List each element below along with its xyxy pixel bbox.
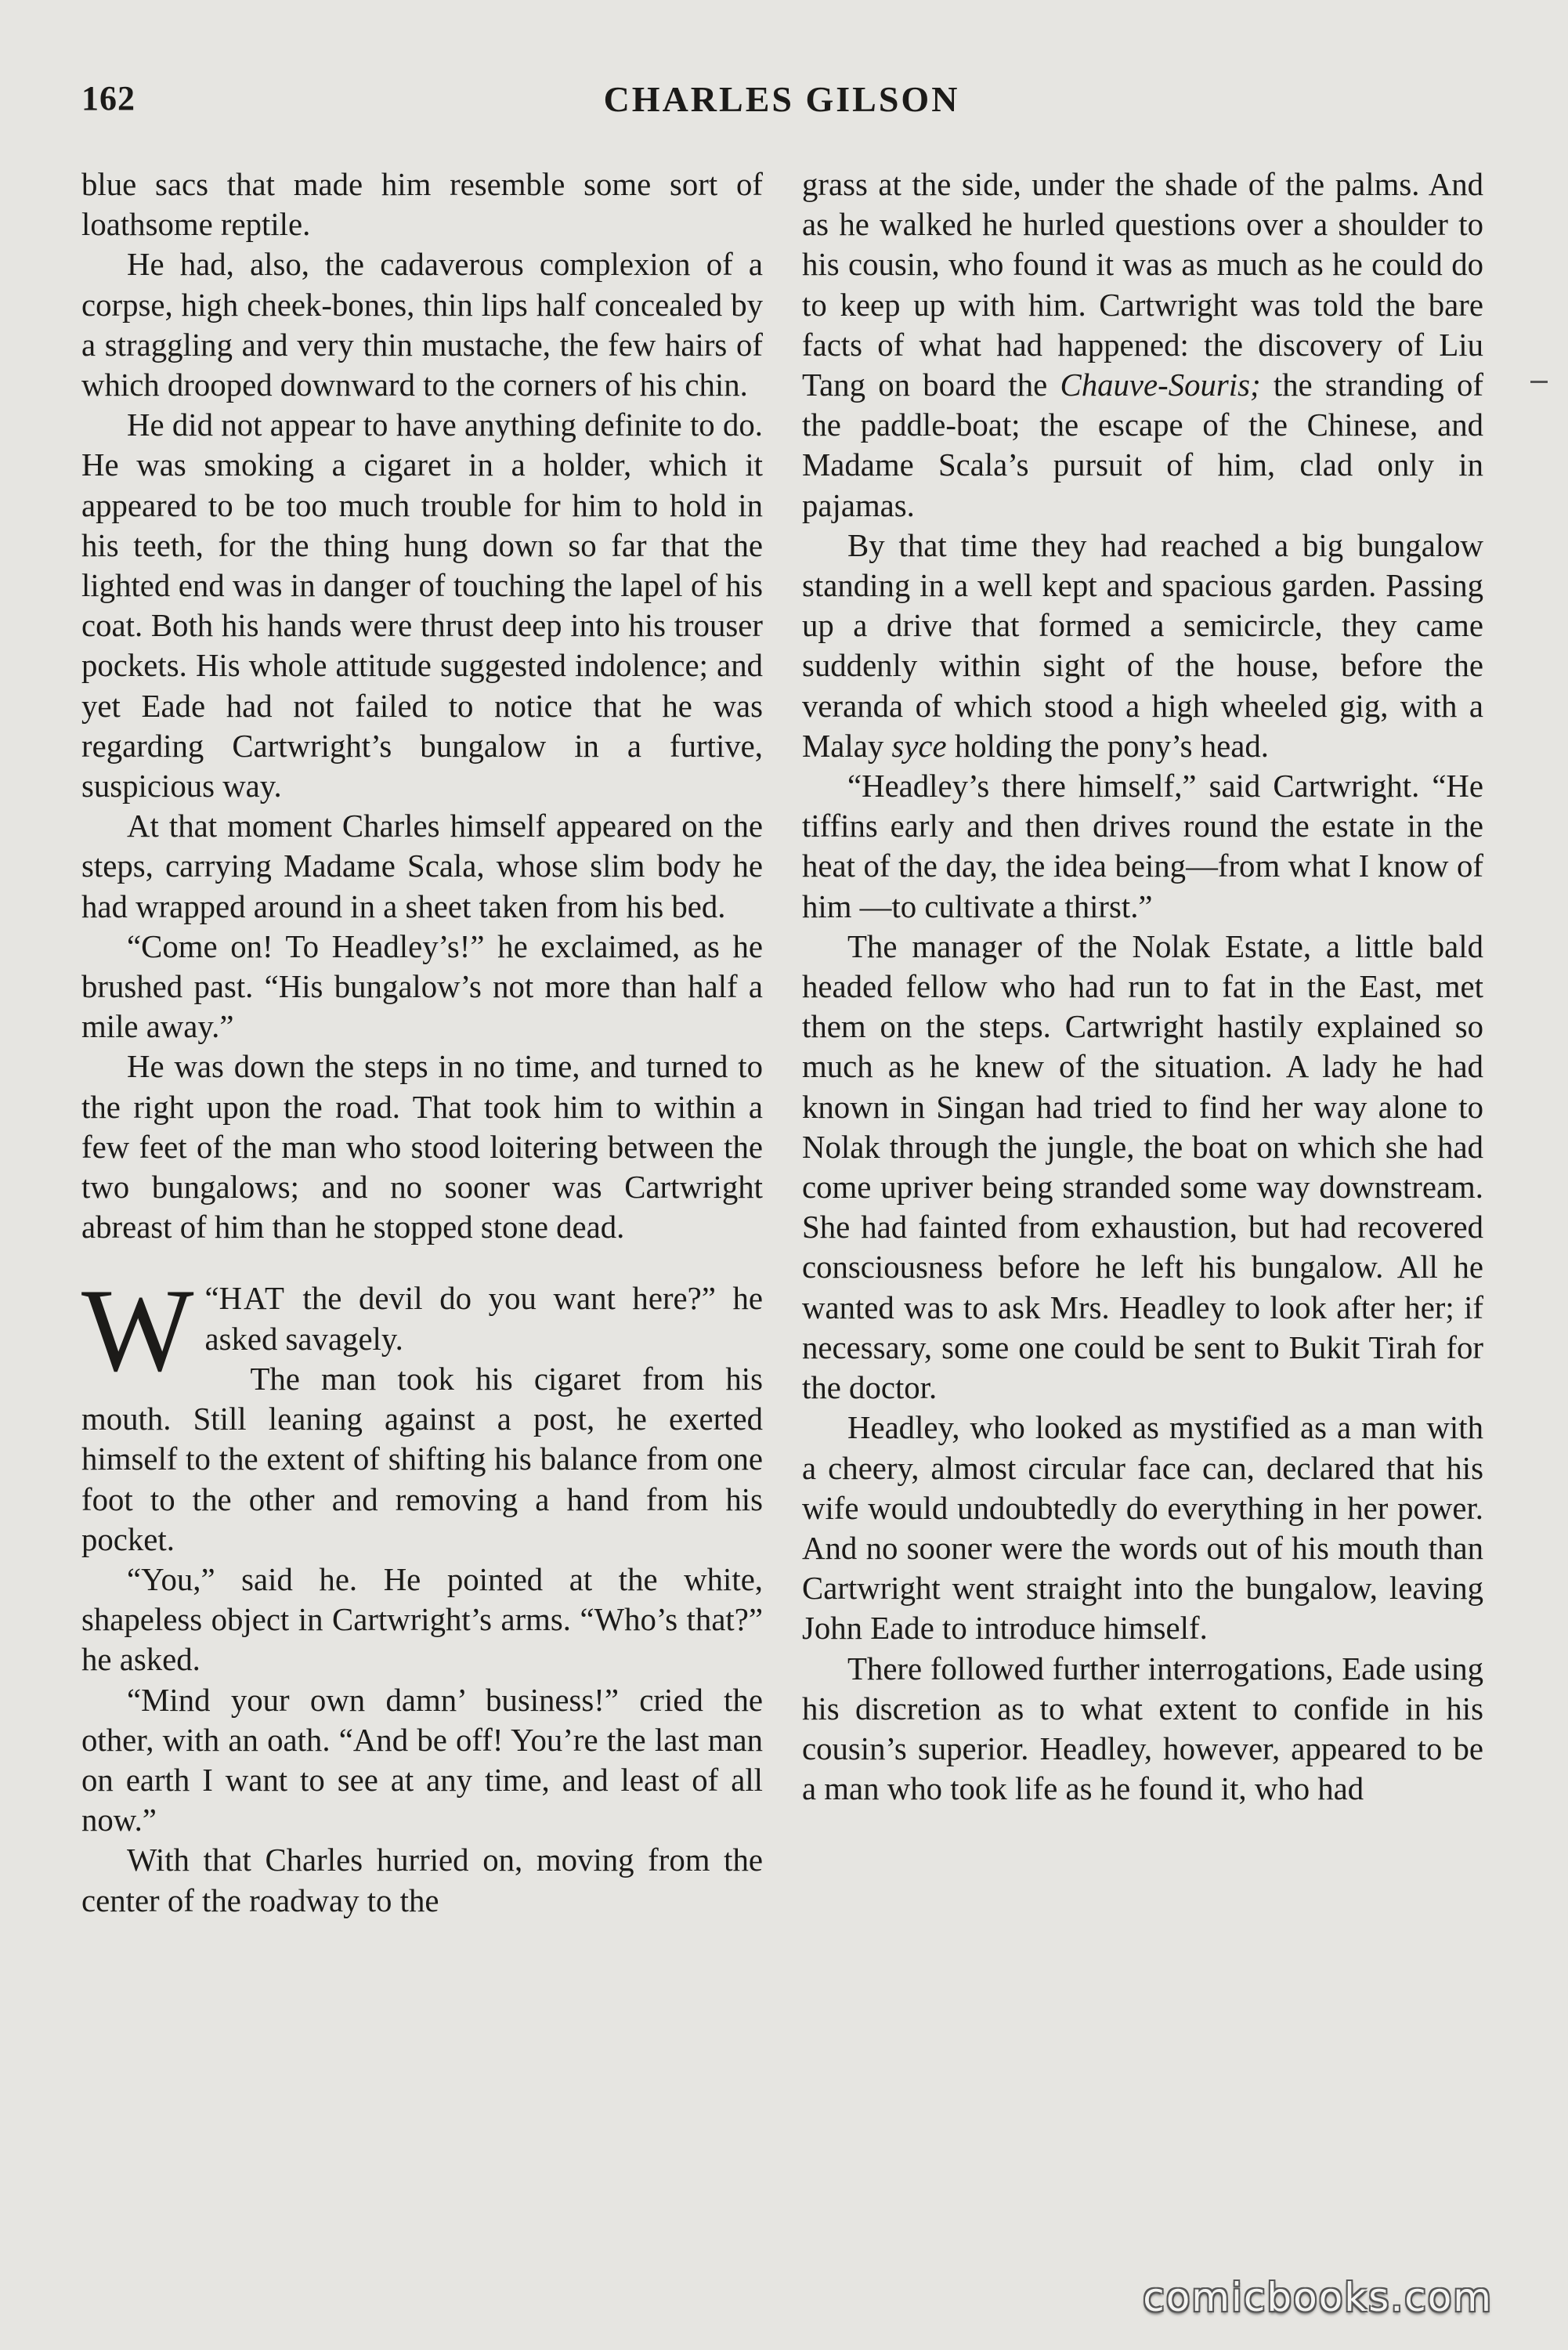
running-head-author: CHARLES GILSON	[603, 79, 960, 119]
paragraph-text: the stranding of the paddle-boat; the escape of the Chinese, and Madame Scala’s pursuit of him, clad only in pajamas.	[802, 367, 1483, 523]
paragraph	[802, 526, 1483, 766]
italic-word: syce	[891, 728, 947, 764]
watermark-logo: comicbooks.com	[1143, 2275, 1493, 2320]
paragraph	[802, 164, 1483, 526]
paragraph: Headley, who looked as mystified as a man with a cheery, almost circular face can, declared that his wife would undoubtedly do everything in her power. And no sooner were the words out of his mouth than Cartwright went straight into the bungalow, leaving John Eade to introduce himself.	[802, 1410, 1483, 1647]
right-column	[802, 164, 1483, 1921]
paragraph: There followed further interrogations, Eade using his discretion as to what extent to confide in his cousin’s superior. Headley, however, appeared to be a man who took life as he found it, who had	[802, 1650, 1483, 1807]
paragraph: He had, also, the cadaverous complexion of a corpse, high cheek-bones, thin lips half concealed by a straggling and very thin mustache, the few hairs of which drooped downward to the corners of his chin.	[81, 247, 763, 403]
left-column	[81, 164, 763, 1921]
section-opening-paragraph	[81, 1264, 763, 1397]
page-number: 162	[81, 79, 135, 118]
drop-cap: W	[81, 1264, 194, 1397]
paragraph: With that Charles hurried on, moving from the center of the roadway to the	[81, 1842, 763, 1918]
italic-ship-name: Chauve-Souris;	[1060, 367, 1261, 403]
paragraph: “Headley’s there himself,” said Cartwright. “He tiffins early and then drives round the estate in the heat of the day, the idea being—from what I know of him —to cultivate a thirst.”	[802, 768, 1483, 924]
paragraph: He did not appear to have anything definite to do. He was smoking a cigaret in a holder, which it appeared to be too much trouble for him to hold in his teeth, for the thing hung down so far that the lighted end was in danger of touching the lapel of his coat. Both his hands were thrust deep into his trouser pockets. His whole attitude suggested indolence; and yet Eade had not failed to notice that he was regarding Cartwright’s bungalow in a furtive, suspicious way.	[81, 407, 763, 804]
paragraph: He was down the steps in no time, and turned to the right upon the road. That took him to within a few feet of the man who stood loitering between the two bungalows; and no sooner was Cartwright abreast of him than he stopped stone dead.	[81, 1049, 763, 1246]
paragraph-text: the devil do you want here?” he asked savagely.	[204, 1281, 763, 1357]
paragraph: The man took his cigaret from his mouth. Still leaning against a post, he exerted himself to the extent of shifting his balance from one foot to the other and removing a hand from his pocket.	[81, 1361, 763, 1557]
paragraph: “You,” said he. He pointed at the white, shapeless object in Cartwright’s arms. “Who’s that?” he asked.	[81, 1561, 763, 1678]
margin-mark	[1530, 381, 1548, 383]
paragraph: blue sacs that made him resemble some sort of loathsome reptile.	[81, 167, 763, 243]
paragraph: At that moment Charles himself appeared on the steps, carrying Madame Scala, whose slim body he had wrapped around in a sheet taken from his bed.	[81, 808, 763, 924]
paragraph-text: By that time they had reached a big bungalow standing in a well kept and spacious garden. Passing up a drive that formed a semicircle, they came suddenly within sight of the house, before the veranda of which stood a high wheeled gig, with a Malay	[802, 527, 1483, 764]
paragraph: The manager of the Nolak Estate, a little bald headed fellow who had run to fat in the East, met them on the steps. Cartwright hastily explained so much as he knew of the situation. A lady he had known in Singan had tried to find her way alone to Nolak through the jungle, the boat on which she had come upriver being stranded some way downstream. She had fainted from exhaustion, but had recovered consciousness before he left his bungalow. All he wanted was to ask Mrs. Headley to look after her; if necessary, some one could be sent to Bukit Tirah for the doctor.	[802, 928, 1483, 1406]
paragraph: “Come on! To Headley’s!” he exclaimed, as he brushed past. “His bungalow’s not more than half a mile away.”	[81, 928, 763, 1045]
text-columns	[81, 164, 1483, 1921]
paragraph: “Mind your own damn’ business!” cried the other, with an oath. “And be off! You’re the last man on earth I want to see at any time, and least of all now.”	[81, 1682, 763, 1838]
small-caps-lead: HAT	[219, 1281, 286, 1317]
paragraph-text: grass at the side, under the shade of the palms. And as he walked he hurled questions over a shoulder to his cousin, who found it was as much as he could do to keep up with him. Cartwright was told the bare facts of what had happened: the discovery of Liu Tang on board the	[802, 167, 1483, 403]
page-header	[81, 78, 1482, 133]
paragraph-text: holding the pony’s head.	[946, 728, 1269, 764]
opening-quote: “	[204, 1281, 219, 1317]
